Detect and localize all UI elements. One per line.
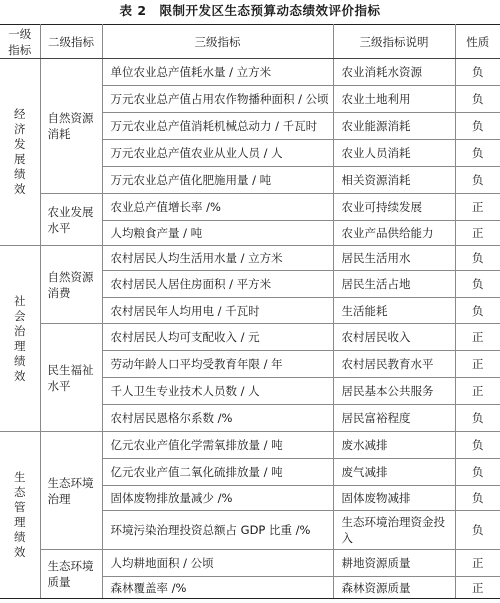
- level2-cell: 农业发展水平: [40, 194, 102, 246]
- indicator-desc-cell: 耕地资源质量: [333, 550, 455, 577]
- header-level3: 三级指标: [102, 25, 333, 59]
- nature-cell: 正: [455, 221, 500, 246]
- indicator-desc-cell: 居民富裕程度: [333, 405, 455, 432]
- nature-cell: 正: [455, 577, 500, 599]
- nature-cell: 正: [455, 378, 500, 405]
- indicator-desc-cell: 居民生活用水: [333, 246, 455, 271]
- indicator-desc-cell: 居民基本公共服务: [333, 378, 455, 405]
- indicator-desc-cell: 废水减排: [333, 432, 455, 459]
- table-row: [0, 246, 500, 271]
- indicator-cell: 万元农业总产值消耗机械总动力 / 千瓦时: [102, 113, 333, 140]
- nature-cell: 负: [455, 405, 500, 432]
- indicator-cell: 万元农业总产值化肥施用量 / 吨: [102, 167, 333, 194]
- indicator-cell: 人均耕地面积 / 公顷: [102, 550, 333, 577]
- level2-cell: 生态环境质量: [40, 550, 102, 599]
- indicator-cell: 农村居民人均可支配收入 / 元: [102, 324, 333, 351]
- indicator-cell: 千人卫生专业技术人员数 / 人: [102, 378, 333, 405]
- nature-cell: 正: [455, 324, 500, 351]
- level1-cell: [0, 59, 40, 246]
- indicator-desc-cell: 农村居民收入: [333, 324, 455, 351]
- nature-cell: 负: [455, 486, 500, 511]
- table-row: [0, 59, 500, 86]
- nature-cell: 正: [455, 194, 500, 221]
- nature-cell: 负: [455, 432, 500, 459]
- level1-label: 生态管理绩效: [14, 470, 26, 559]
- nature-cell: 负: [455, 511, 500, 550]
- indicator-cell: 农村居民恩格尔系数 /%: [102, 405, 333, 432]
- level1-cell: [0, 246, 40, 432]
- indicator-desc-cell: 农业人员消耗: [333, 140, 455, 167]
- indicator-desc-cell: 生态环境治理资金投入: [333, 511, 455, 550]
- header-level1: 一级 指标: [0, 25, 40, 59]
- indicator-cell: 农业总产值增长率 /%: [102, 194, 333, 221]
- table-row: [0, 550, 500, 577]
- nature-cell: 负: [455, 113, 500, 140]
- indicator-desc-cell: 农业可持续发展: [333, 194, 455, 221]
- nature-cell: 负: [455, 86, 500, 113]
- level2-cell: 自然资源消耗: [40, 59, 102, 194]
- indicator-cell: 亿元农业产值二氧化硫排放量 / 吨: [102, 459, 333, 486]
- indicator-desc-cell: 居民生活占地: [333, 271, 455, 298]
- nature-cell: 负: [455, 59, 500, 86]
- evaluation-table: [0, 24, 500, 599]
- table-row: [0, 324, 500, 351]
- nature-cell: 负: [455, 271, 500, 298]
- indicator-desc-cell: 农村居民教育水平: [333, 351, 455, 378]
- indicator-cell: 人均粮食产量 / 吨: [102, 221, 333, 246]
- indicator-cell: 农村居民年人均用电 / 千瓦时: [102, 298, 333, 324]
- indicator-desc-cell: 废气减排: [333, 459, 455, 486]
- table-body: [0, 59, 500, 599]
- level1-label: 社会治理绩效: [14, 293, 26, 383]
- indicator-cell: 万元农业总产值农业从业人员 / 人: [102, 140, 333, 167]
- table-row: [0, 194, 500, 221]
- indicator-cell: 森林覆盖率 /%: [102, 577, 333, 599]
- indicator-cell: 农村居民人居住房面积 / 平方米: [102, 271, 333, 298]
- indicator-cell: 环境污染治理投资总额占 GDP 比重 /%: [102, 511, 333, 550]
- header-nature: 性质: [455, 25, 500, 59]
- nature-cell: 正: [455, 351, 500, 378]
- level2-cell: 自然资源消费: [40, 246, 102, 324]
- indicator-desc-cell: 农业土地利用: [333, 86, 455, 113]
- nature-cell: 负: [455, 246, 500, 271]
- nature-cell: 正: [455, 550, 500, 577]
- nature-cell: 负: [455, 298, 500, 324]
- indicator-desc-cell: 生活能耗: [333, 298, 455, 324]
- indicator-desc-cell: 农业消耗水资源: [333, 59, 455, 86]
- indicator-cell: 劳动年龄人口平均受教育年限 / 年: [102, 351, 333, 378]
- indicator-desc-cell: 农业产品供给能力: [333, 221, 455, 246]
- table-header: [0, 25, 500, 59]
- nature-cell: 负: [455, 140, 500, 167]
- indicator-desc-cell: 森林资源质量: [333, 577, 455, 599]
- level1-label: 经济发展绩效: [14, 107, 26, 196]
- level2-cell: 生态环境治理: [40, 432, 102, 550]
- indicator-cell: 农村居民人均生活用水量 / 立方米: [102, 246, 333, 271]
- header-level3-desc: 三级指标说明: [333, 25, 455, 59]
- nature-cell: 负: [455, 167, 500, 194]
- indicator-desc-cell: 农业能源消耗: [333, 113, 455, 140]
- level2-cell: 民生福祉水平: [40, 324, 102, 432]
- indicator-desc-cell: 固体废物减排: [333, 486, 455, 511]
- indicator-cell: 亿元农业产值化学需氧排放量 / 吨: [102, 432, 333, 459]
- indicator-desc-cell: 相关资源消耗: [333, 167, 455, 194]
- indicator-cell: 固体废物排放量减少 /%: [102, 486, 333, 511]
- indicator-cell: 万元农业总产值占用农作物播种面积 / 公顷: [102, 86, 333, 113]
- indicator-cell: 单位农业总产值耗水量 / 立方米: [102, 59, 333, 86]
- table-row: [0, 432, 500, 459]
- table-caption: 表 2 限制开发区生态预算动态绩效评价指标: [119, 3, 381, 18]
- level1-cell: [0, 432, 40, 599]
- header-level2: 二级指标: [40, 25, 102, 59]
- nature-cell: 负: [455, 459, 500, 486]
